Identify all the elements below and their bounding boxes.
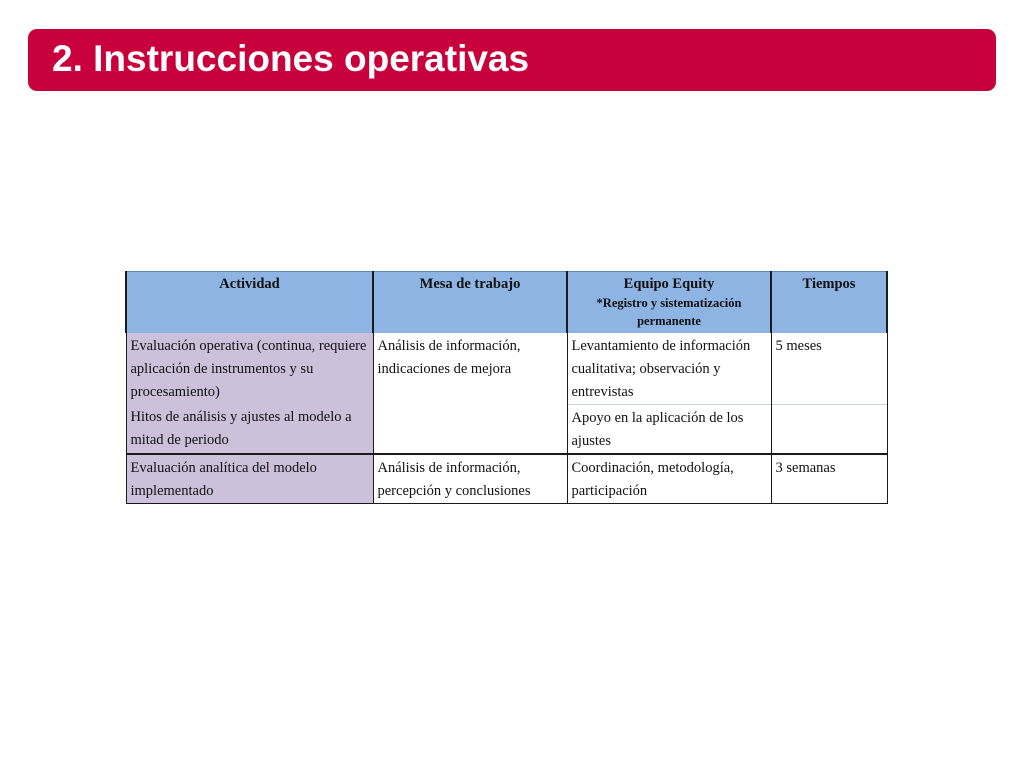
cell-tiempos: 5 meses <box>771 333 887 405</box>
header-equipo-equity-sub: *Registro y sistematización permanente <box>596 296 742 328</box>
activity-table-container <box>125 271 886 499</box>
table-row <box>126 454 887 504</box>
slide-title: 2. Instrucciones operativas <box>52 38 530 79</box>
cell-equipo: Apoyo en la aplicación de los ajustes <box>567 404 771 454</box>
table-row <box>126 333 887 405</box>
header-mesa-de-trabajo: Mesa de trabajo <box>373 272 567 333</box>
cell-equipo: Coordinación, metodología, participación <box>567 454 771 504</box>
header-actividad: Actividad <box>126 272 373 333</box>
header-equipo-equity: Equipo Equity *Registro y sistematización permanente <box>567 272 771 333</box>
cell-mesa: Análisis de información, indicaciones de mejora <box>373 333 567 454</box>
header-tiempos: Tiempos <box>771 272 887 333</box>
cell-actividad: Evaluación analítica del modelo implementado <box>126 454 373 504</box>
cell-tiempos: 3 semanas <box>771 454 887 504</box>
cell-mesa: Análisis de información, percepción y conclusiones <box>373 454 567 504</box>
cell-actividad: Hitos de análisis y ajustes al modelo a mitad de periodo <box>126 404 373 454</box>
cell-equipo: Levantamiento de información cualitativa; observación y entrevistas <box>567 333 771 405</box>
table-header-row <box>126 272 887 333</box>
title-bar <box>28 29 996 91</box>
activity-table <box>125 271 888 504</box>
cell-tiempos <box>771 404 887 454</box>
cell-actividad: Evaluación operativa (continua, requiere aplicación de instrumentos y su procesamiento) <box>126 333 373 405</box>
